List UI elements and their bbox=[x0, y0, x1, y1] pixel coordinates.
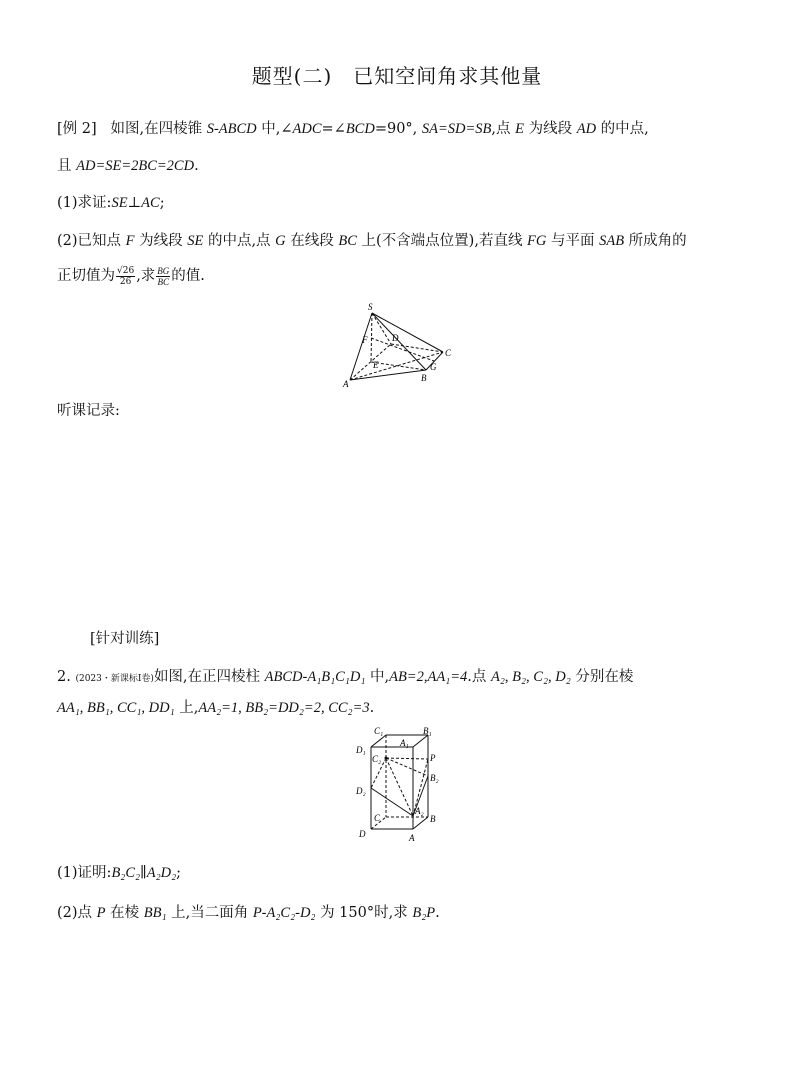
problem-2-line-2 bbox=[57, 696, 374, 717]
text: 为 150°时,求 bbox=[315, 905, 413, 921]
fraction-numerator: √26 bbox=[117, 265, 135, 276]
math: BB₁ bbox=[143, 905, 167, 921]
math: P-A₂C₂-D₂ bbox=[252, 905, 316, 921]
text: 中, bbox=[365, 669, 390, 685]
text: 在棱 bbox=[105, 905, 144, 921]
math: B₂C₂∥A₂D₂ bbox=[111, 865, 177, 881]
label-D1: D₁ bbox=[356, 745, 366, 755]
math: E bbox=[515, 121, 524, 137]
segment-C2B2 bbox=[386, 758, 428, 776]
text: 的中点,点 bbox=[203, 233, 276, 249]
math: BC bbox=[338, 233, 357, 249]
text: 且 bbox=[57, 158, 77, 174]
text: =∠ bbox=[321, 121, 346, 137]
text: 的值. bbox=[171, 268, 205, 284]
math: S-ABCD bbox=[206, 121, 257, 137]
edge-D1C1 bbox=[371, 735, 386, 747]
text: 为线段 bbox=[134, 233, 188, 249]
label-C1: C₁ bbox=[374, 726, 384, 736]
label-C: C bbox=[374, 813, 381, 823]
math: AD=SE=2BC=2CD bbox=[76, 158, 195, 174]
label-G: G bbox=[430, 362, 437, 372]
text: 分别在棱 bbox=[570, 669, 634, 685]
math: SAB bbox=[599, 233, 625, 249]
example-tag: [例 2] bbox=[57, 121, 97, 137]
text: ,点 bbox=[491, 121, 516, 137]
text: (1)证明: bbox=[57, 865, 112, 881]
example-line-1 bbox=[57, 117, 649, 138]
label-P: P bbox=[430, 753, 436, 763]
math: SE⊥AC bbox=[111, 195, 160, 211]
text: (1)求证: bbox=[57, 195, 112, 211]
segment-C2P bbox=[386, 758, 428, 759]
fraction-bg-over-bc bbox=[156, 266, 170, 287]
label-E: E bbox=[373, 360, 379, 370]
text: . bbox=[435, 905, 440, 921]
segment-SE bbox=[371, 313, 372, 362]
edge-A1B1 bbox=[413, 735, 428, 747]
math: P bbox=[96, 905, 106, 921]
math: AB=2,AA₁=4 bbox=[389, 669, 468, 685]
text: =90°, bbox=[374, 121, 418, 137]
label-A: A bbox=[409, 833, 415, 843]
label-B: B bbox=[430, 814, 436, 824]
prism-figure bbox=[345, 720, 460, 845]
math: A₂, B₂, C₂, D₂ bbox=[490, 669, 571, 685]
math: FG bbox=[527, 233, 547, 249]
text: 在线段 bbox=[285, 233, 339, 249]
problem-number: 2. bbox=[57, 669, 71, 685]
section-title: 题型(二) 已知空间角求其他量 bbox=[251, 64, 543, 88]
segment-EB bbox=[371, 362, 426, 370]
text: 所成角的 bbox=[624, 233, 687, 249]
text: 如图,在正四棱柱 bbox=[153, 669, 265, 685]
label-C: C bbox=[445, 348, 452, 358]
label-C2: C₂ bbox=[372, 754, 382, 764]
text: 上, bbox=[174, 700, 199, 716]
math: BCD bbox=[345, 121, 375, 137]
edge-SA bbox=[350, 313, 372, 380]
notes-label: 听课记录: bbox=[57, 403, 120, 419]
edge-AB bbox=[413, 817, 428, 829]
text: 上(不含端点位置),若直线 bbox=[356, 233, 528, 249]
text: ; bbox=[176, 865, 182, 881]
text: 上,当二面角 bbox=[166, 905, 253, 921]
pyramid-figure bbox=[330, 295, 470, 395]
math: AA₁, BB₁, CC₁, DD₁ bbox=[57, 700, 175, 716]
text: (2)点 bbox=[57, 905, 97, 921]
fraction-denominator: 26 bbox=[119, 276, 132, 287]
problem-2-question-1 bbox=[57, 861, 181, 882]
label-D: D bbox=[392, 333, 399, 343]
fraction-denominator: BC bbox=[157, 276, 170, 287]
math: F bbox=[125, 233, 135, 249]
text: . bbox=[194, 158, 199, 174]
fraction-sqrt26-over-26 bbox=[116, 266, 135, 287]
question-2-line-1 bbox=[57, 229, 687, 250]
text: . bbox=[369, 700, 375, 716]
fraction-numerator: BG bbox=[157, 265, 170, 276]
text: 为线段 bbox=[524, 121, 577, 137]
problem-source: (2023・新课标Ⅰ卷) bbox=[75, 674, 154, 684]
text: ,求 bbox=[136, 268, 156, 284]
label-B: B bbox=[421, 373, 427, 383]
math: B₂P bbox=[412, 905, 436, 921]
problem-2-question-2 bbox=[57, 901, 440, 922]
segment-D2A2 bbox=[371, 788, 413, 816]
training-label: [针对训练] bbox=[90, 631, 160, 647]
label-D2: D₂ bbox=[356, 786, 366, 796]
label-F: F bbox=[362, 335, 368, 345]
text: 如图,在四棱锥 bbox=[110, 121, 207, 137]
text: 中,∠ bbox=[256, 121, 293, 137]
math: G bbox=[275, 233, 286, 249]
text: 与平面 bbox=[546, 233, 600, 249]
label-S: S bbox=[368, 302, 373, 312]
problem-2-line-1 bbox=[57, 665, 633, 686]
label-B1: B₁ bbox=[423, 726, 432, 736]
point-C2 bbox=[385, 757, 388, 760]
math: ABCD-A₁B₁C₁D₁ bbox=[264, 669, 366, 685]
question-1 bbox=[57, 191, 165, 212]
text: 正切值为 bbox=[57, 268, 115, 284]
example-line-2 bbox=[57, 154, 199, 175]
label-A: A bbox=[343, 379, 349, 389]
text: .点 bbox=[467, 669, 491, 685]
math: ADC bbox=[292, 121, 322, 137]
math: SA=SD=SB bbox=[421, 121, 492, 137]
edge-AB bbox=[350, 370, 426, 380]
math: AD bbox=[576, 121, 597, 137]
label-D: D bbox=[359, 829, 366, 839]
text: (2)已知点 bbox=[57, 233, 126, 249]
question-2-line-2 bbox=[57, 264, 205, 287]
label-A1: A₁ bbox=[400, 738, 409, 748]
label-A2: A₂ bbox=[415, 806, 424, 816]
text: ; bbox=[159, 195, 165, 211]
math: AA₂=1, BB₂=DD₂=2, CC₂=3 bbox=[198, 700, 370, 716]
edge-SB bbox=[372, 313, 426, 370]
text: 的中点, bbox=[596, 121, 649, 137]
label-B2: B₂ bbox=[430, 773, 439, 783]
math: SE bbox=[187, 233, 204, 249]
